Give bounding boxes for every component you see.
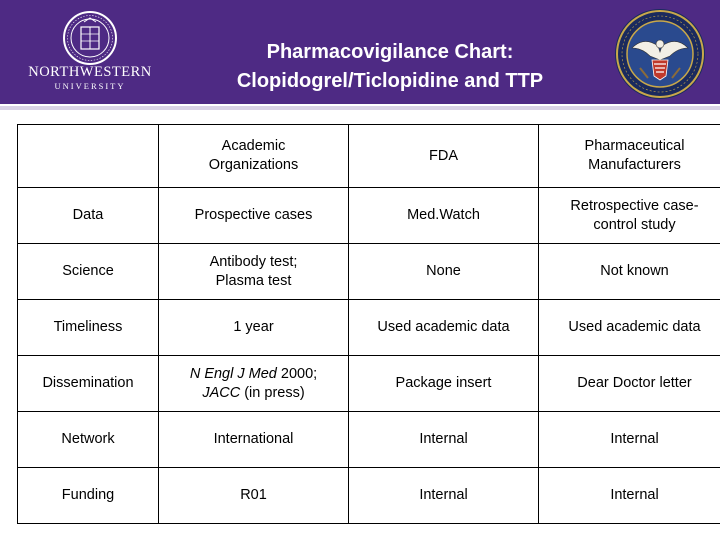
northwestern-logo-name: NORTHWESTERN [28,64,152,80]
manufacturers-cell [539,188,720,244]
cell-text: International [213,431,294,447]
cell-text: Used academic data [377,319,510,335]
table-row [18,468,720,524]
title-line-1: Pharmacovigilance Chart: [266,41,514,63]
table-row [18,300,720,356]
manufacturers-cell [539,300,720,356]
northwestern-seal-icon [62,10,118,66]
cell-text: 2000; [276,365,318,382]
va-seal-icon [614,8,706,100]
academic-cell [159,468,349,524]
fda-cell [349,412,539,468]
cell-text: 1 year [233,319,274,335]
row-label: Network [18,412,159,468]
header-shadow [0,106,720,110]
cell-text: Dear Doctor letter [577,375,692,391]
header-cell-manufacturers [539,125,720,188]
header-manufacturers-line1: Pharmaceutical [584,138,685,154]
cell-text: Antibody test; [209,253,298,270]
page-title [170,38,610,96]
header-academic-line2: Organizations [208,157,299,173]
fda-cell [349,356,539,412]
pharmacovigilance-table [17,124,720,524]
title-line-2: Clopidogrel/Ticlopidine and TTP [236,70,544,92]
fda-cell [349,244,539,300]
northwestern-logo-sub: UNIVERSITY [54,81,126,91]
cell-text: Prospective cases [194,207,313,223]
table-header-row [18,125,720,188]
cell-text: Internal [610,487,659,503]
cell-text: control study [593,216,676,233]
cell-text: None [426,263,461,279]
manufacturers-cell [539,244,720,300]
header-manufacturers-line2: Manufacturers [588,157,681,173]
table-row [18,244,720,300]
cell-text: Internal [419,487,468,503]
fda-cell [349,300,539,356]
academic-cell [159,412,349,468]
row-label: Timeliness [18,300,159,356]
manufacturers-cell [539,356,720,412]
academic-cell [159,188,349,244]
cell-text: Not known [600,263,669,279]
cell-text: (in press) [240,384,305,401]
journal-name: N Engl J Med [189,365,277,382]
manufacturers-cell [539,468,720,524]
journal-name: JACC [202,384,241,401]
header-cell-fda [349,125,539,188]
cell-text: Used academic data [568,319,701,335]
row-label: Funding [18,468,159,524]
cell-text: Retrospective case- [570,197,699,214]
cell-text: Internal [419,431,468,447]
header-cell-blank [18,125,159,188]
cell-text: Med.Watch [407,207,480,223]
academic-cell [159,300,349,356]
cell-text: Package insert [395,375,492,391]
manufacturers-cell [539,412,720,468]
row-label: Data [18,188,159,244]
header-fda-line1: FDA [429,147,458,164]
cell-text: Internal [610,431,659,447]
northwestern-wordmark [20,64,160,91]
cell-text: Plasma test [215,272,292,289]
fda-cell [349,468,539,524]
fda-cell [349,188,539,244]
academic-cell [159,356,349,412]
table-row [18,356,720,412]
header-cell-academic [159,125,349,188]
table-row [18,412,720,468]
row-label: Dissemination [18,356,159,412]
row-label: Science [18,244,159,300]
academic-cell [159,244,349,300]
table-row [18,188,720,244]
header-academic-line1: Academic [221,138,286,154]
cell-text: R01 [240,487,267,503]
